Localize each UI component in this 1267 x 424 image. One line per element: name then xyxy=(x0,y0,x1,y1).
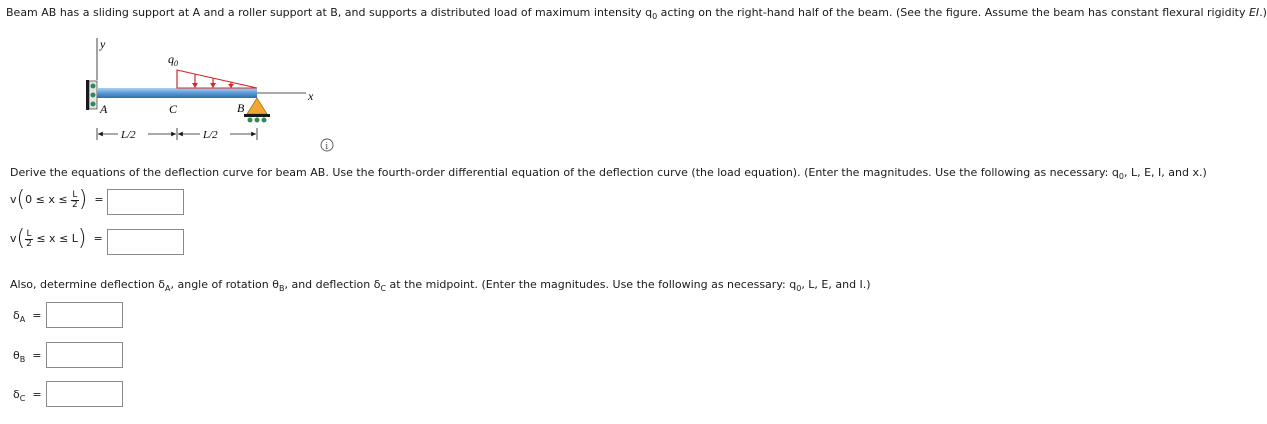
part2-prompt-b: , angle of rotation θ xyxy=(170,278,279,291)
problem-intro-tail: acting on the right-hand half of the beam. (See the figure. Assume the beam has constant flexural rigidity xyxy=(657,6,1249,19)
part2-prompt-d-sub: 0 xyxy=(796,284,802,293)
dim-left-label: L/2 xyxy=(121,129,136,141)
eq1-paren-close: ) xyxy=(78,187,88,212)
eq1-paren-open: ( xyxy=(16,187,26,212)
eq2-v: v xyxy=(10,232,17,245)
problem-intro-ei: EI xyxy=(1248,6,1260,19)
eq1-den: 2 xyxy=(72,199,78,210)
load-label-q0: $q_0$ xyxy=(168,52,178,68)
delta-a-equals: = xyxy=(32,309,42,322)
point-b-label: B xyxy=(237,101,245,115)
eq2-paren-close: ) xyxy=(77,226,87,251)
y-axis-label: y xyxy=(100,37,106,51)
problem-statement xyxy=(6,6,1267,21)
part2-prompt-b-sub: B xyxy=(278,284,285,293)
eq1-v: v xyxy=(10,193,17,206)
point-c-label: C xyxy=(169,102,178,116)
eq2-answer-input[interactable] xyxy=(107,229,184,255)
part2-prompt-c-sub: C xyxy=(380,284,387,293)
part1-prompt xyxy=(10,166,1207,181)
distributed-load xyxy=(177,70,257,88)
problem-intro: Beam AB has a sliding support at A and a roller support at B, and supports a distributed load of maximum intensity q xyxy=(6,6,653,19)
problem-intro-sub: 0 xyxy=(652,12,658,21)
eq1-num: L xyxy=(72,189,78,200)
part1-prompt-text: Derive the equations of the deflection curve for beam AB. Use the fourth-order differential equation of the deflection curve (the load equation). (Enter the magnitudes. Use the following as necessary: q xyxy=(10,166,1119,179)
svg-text:i: i xyxy=(325,142,329,152)
x-axis-label: x xyxy=(308,89,314,103)
eq1-answer-input[interactable] xyxy=(107,189,184,215)
part2-prompt-e: , L, E, and I.) xyxy=(801,278,871,291)
theta-b-equals: = xyxy=(32,349,42,362)
theta-b-answer-input[interactable] xyxy=(46,342,123,368)
part2-prompt xyxy=(10,278,871,293)
delta-c-answer-input[interactable] xyxy=(46,381,123,407)
roller-support-b xyxy=(244,98,270,123)
dim-right-label: L/2 xyxy=(203,129,218,141)
sliding-support-a xyxy=(86,80,97,110)
part1-prompt-sub: 0 xyxy=(1118,172,1124,181)
point-a-label: A xyxy=(100,102,108,116)
delta-c-sym: δ xyxy=(13,388,20,401)
theta-b-sym: θ xyxy=(13,349,20,362)
eq1-lhs: 0 ≤ x ≤ xyxy=(25,193,68,206)
eq2-paren-open: ( xyxy=(16,226,26,251)
eq2-den: 2 xyxy=(26,238,32,249)
delta-c-sub: C xyxy=(19,394,26,403)
eq2-rhs: ≤ x ≤ L xyxy=(36,232,78,245)
delta-a-answer-input[interactable] xyxy=(46,302,123,328)
part2-prompt-a-sub: A xyxy=(165,284,171,293)
delta-c-equals: = xyxy=(32,388,42,401)
eq1-equals: = xyxy=(94,193,104,206)
beam-ab xyxy=(97,88,257,98)
delta-c-label xyxy=(13,388,42,403)
delta-a-label xyxy=(13,309,41,324)
eq2-fraction xyxy=(25,230,33,249)
info-circle-icon[interactable] xyxy=(321,139,333,152)
problem-intro-end: .) xyxy=(1259,6,1267,19)
beam-figure xyxy=(0,28,1200,188)
eq2-label xyxy=(10,226,103,251)
theta-b-sub: B xyxy=(19,355,26,364)
eq1-fraction xyxy=(71,191,79,210)
eq2-equals: = xyxy=(93,232,103,245)
part2-prompt-a: Also, determine deflection δ xyxy=(10,278,165,291)
delta-a-sub: A xyxy=(19,315,26,324)
part2-prompt-d: at the midpoint. (Enter the magnitudes. Use the following as necessary: q xyxy=(386,278,797,291)
eq2-num: L xyxy=(26,228,32,239)
eq1-label xyxy=(10,187,104,212)
part1-prompt-tail: , L, E, I, and x.) xyxy=(1123,166,1207,179)
delta-a-sym: δ xyxy=(13,309,20,322)
theta-b-label xyxy=(13,349,41,364)
part2-prompt-c: , and deflection δ xyxy=(284,278,381,291)
